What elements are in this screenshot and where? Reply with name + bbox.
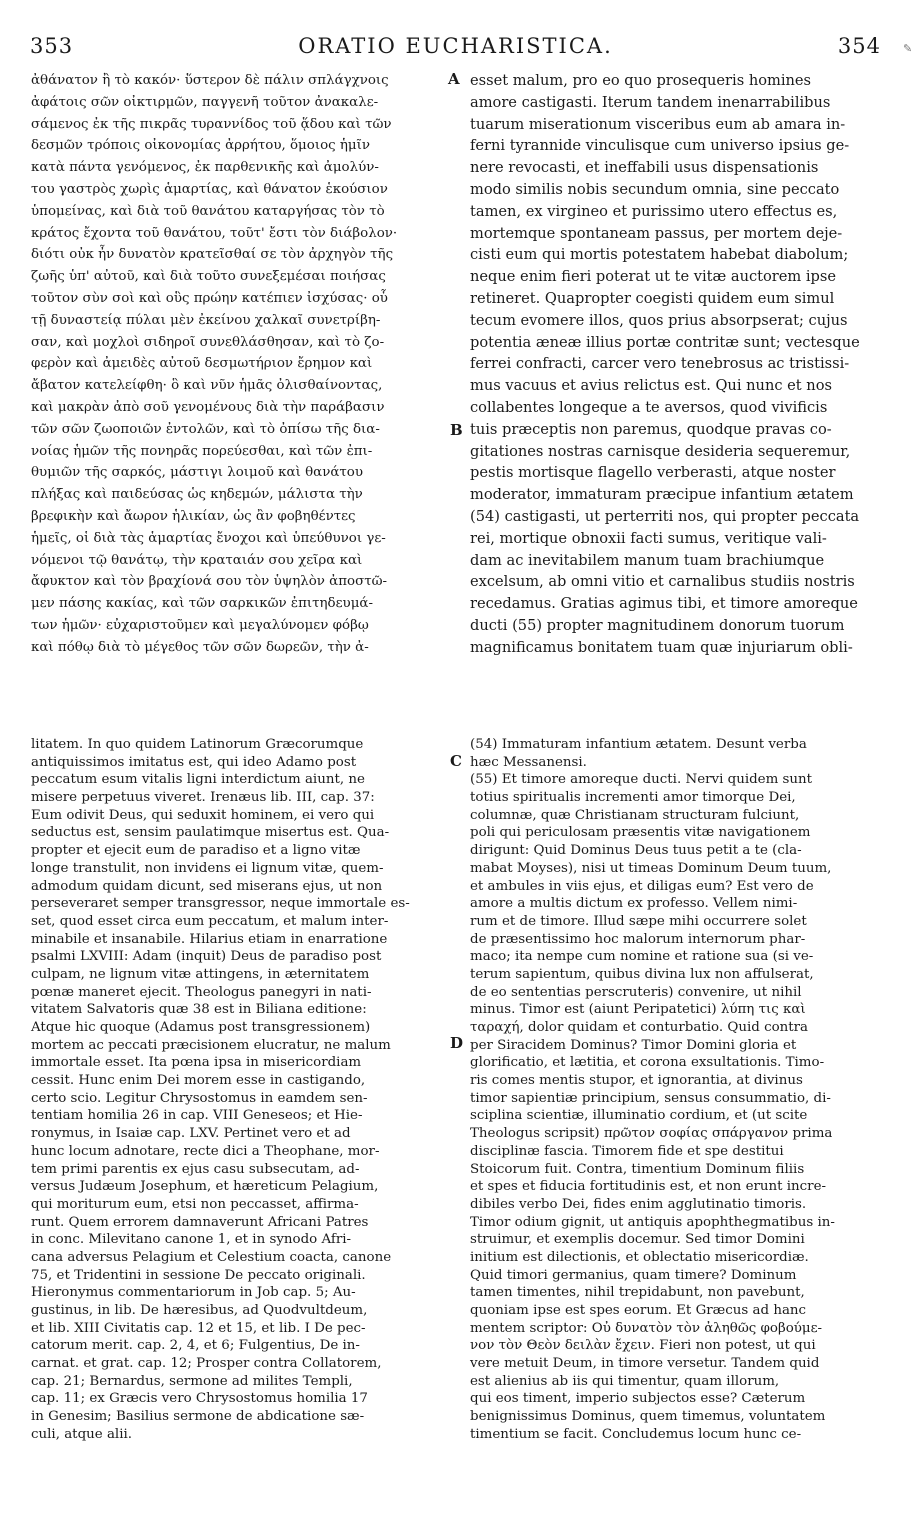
- footnote-line: longe transtulit, non invidens ei lignum vitæ, quem-: [31, 860, 384, 876]
- latin-text-line: retineret. Quapropter coegisti quidem eum simul: [470, 289, 835, 307]
- footnote-line: peccatum esum vitalis ligni interdictum aiunt, ne: [31, 772, 365, 788]
- footnote-line: Hieronymus commentariorum in Job cap. 5; Au-: [31, 1285, 356, 1301]
- greek-text-line: νόμενοι τῷ θανάτῳ, τὴν κραταιάν σου χεῖρα καὶ: [31, 552, 363, 568]
- latin-text-line: mortemque spontaneam passus, per mortem deje-: [470, 224, 843, 242]
- footnote-line: Quid timori germanius, quam timere? Dominum: [470, 1267, 797, 1283]
- footnote-line: maco; ita nempe cum nomine et ratione sua (si ve-: [470, 949, 814, 965]
- footnote-line: vere metuit Deum, in timore versetur. Tandem quid: [470, 1356, 820, 1372]
- latin-text-line: mus vacuus et avius relictus est. Qui nunc et nos: [470, 377, 832, 395]
- latin-text-line: potentia æneæ illius portæ contritæ sunt; vectesque: [470, 333, 860, 351]
- footnote-line: propter et ejecit eum de paradiso et a ligno vitæ: [31, 843, 361, 859]
- footnote-line: sciplina scientiæ, illuminatio cordium, et (ut scite: [470, 1108, 808, 1124]
- footnote-line: et lib. XIII Civitatis cap. 12 et 15, et lib. I De pec-: [31, 1320, 366, 1336]
- footnote-line: tamen timentes, nihil trepidabunt, non pavebunt,: [470, 1285, 805, 1301]
- greek-text-line: ἀφάτοις σῶν οἰκτιρμῶν, παγγενῆ τοῦτον ἀνακαλε-: [31, 94, 379, 110]
- latin-text-line: nere revocasti, et ineffabili usus dispensationis: [470, 159, 819, 177]
- footnote-line: versus Judæum Josephum, et hæreticum Pelagium,: [31, 1179, 379, 1195]
- latin-text-line: ferrei confracti, carcer vero tenebrosus ac tristissi-: [470, 355, 850, 373]
- greek-text-line: κατὰ πάντα γενόμενος, ἐκ παρθενικῆς καὶ ἀμολύν-: [31, 160, 379, 176]
- footnote-line: perseveraret semper transgressor, neque immortale es-: [31, 896, 410, 912]
- footnote-line: mortem ac peccati præcisionem elucratur, ne malum: [31, 1037, 391, 1053]
- footnote-line: qui moriturum eum, etsi non peccasset, affirma-: [31, 1196, 359, 1212]
- greek-text-line: πλήξας καὶ παιδεύσας ὡς κηδεμών, μάλιστα τὴν: [31, 487, 363, 503]
- footnote-line: disciplinæ fascia. Timorem fide et spe destitui: [470, 1143, 784, 1159]
- greek-text-line: τῶν σῶν ζωοποιῶν ἐντολῶν, καὶ τὸ ὀπίσω τῆς δια-: [31, 421, 380, 437]
- footnote-line: timentium se facit. Concludemus locum hunc ce-: [470, 1426, 802, 1442]
- greek-text-line: σαν, καὶ μοχλοὶ σιδηροῖ συνεθλάσθησαν, καὶ τὸ ζο-: [31, 334, 385, 350]
- footnote-line: initium est dilectionis, et oblectatio misericordiæ.: [470, 1249, 809, 1265]
- footnote-line: seductus est, sensim paulatimque misertus est. Qua-: [31, 825, 390, 841]
- greek-text-line: φερὸν καὶ ἀμειδὲς αὐτοῦ δεσμωτήριον ἔρημον καὶ: [31, 356, 373, 372]
- page-header: [30, 34, 881, 64]
- latin-text-line: excelsum, ab omni vitio et carnalibus studiis nostris: [470, 573, 855, 591]
- footnote-line: dirigunt: Quid Dominus Deus tuus petit a te (cla-: [470, 843, 802, 859]
- margin-marker-a: A: [448, 70, 460, 88]
- footnote-line: mentem scriptor: Οὐ δυνατὸν τὸν ἀληθῶς φοβούμε-: [470, 1320, 823, 1336]
- footnote-line: struimur, et exemplis docemur. Sed timor Domini: [470, 1232, 805, 1248]
- footnote-line: hæc Messanensi.: [470, 754, 587, 770]
- footnote-line: in Genesim; Basilius sermone de abdicatione sæ-: [31, 1409, 365, 1425]
- footnote-line: mabat Moyses), nisi ut timeas Dominum Deum tuum,: [470, 860, 832, 876]
- latin-text-line: cisti eum qui mortis potestatem habebat diabolum;: [470, 246, 849, 264]
- footnote-line: set, quod esset circa eum peccatum, et malum inter-: [31, 913, 389, 929]
- footnote-line: carnat. et grat. cap. 12; Prosper contra Collatorem,: [31, 1356, 382, 1372]
- greek-text-line: σάμενος ἐκ τῆς πικρᾶς τυραννίδος τοῦ ᾅδου καὶ τῶν: [31, 116, 392, 132]
- greek-text-line: δεσμῶν τρόποις οἰκονομίας ἀρρήτου, ὅμοιος ἡμῖν: [31, 138, 371, 154]
- footnote-line: runt. Quem errorem damnaverunt Africani Patres: [31, 1214, 369, 1230]
- footnote-line: benignissimus Dominus, quem timemus, voluntatem: [470, 1409, 826, 1425]
- footnote-line: amore a multis dictum ex professo. Vellem nimi-: [470, 896, 798, 912]
- footnote-line: misere perpetuus viveret. Irenæus lib. III, cap. 37:: [31, 790, 375, 806]
- footnote-line: tentiam homilia 26 in cap. VIII Geneseos; et Hie-: [31, 1108, 363, 1124]
- latin-text-line: amore castigasti. Iterum tandem inenarrabilibus: [470, 93, 831, 111]
- page-number-left: 353: [30, 34, 74, 58]
- greek-text-line: ἀθάνατον ἢ τὸ κακόν· ὕστερον δὲ πάλιν σπλάγχνοις: [31, 73, 389, 88]
- footnote-line: minabile et insanabile. Hilarius etiam in enarratione: [31, 931, 388, 947]
- latin-text-line: collabentes longeque a te aversos, quod vivificis: [470, 398, 828, 416]
- footnote-line: timor sapientiæ principium, sensus consummatio, di-: [470, 1090, 831, 1106]
- footnote-line: ris comes mentis stupor, et ignorantia, at divinus: [470, 1073, 803, 1089]
- footnote-line: gustinus, in lib. De hæresibus, ad Quodvultdeum,: [31, 1303, 368, 1318]
- greek-text-line: ὑπομείνας, καὶ διὰ τοῦ θανάτου καταργήσας τὸν τὸ: [31, 203, 385, 219]
- footnote-line: est alienius ab iis qui timentur, quam illorum,: [470, 1373, 780, 1389]
- latin-text-line: neque enim fieri poterat ut te vitæ auctorem ipse: [470, 268, 837, 286]
- greek-text-line: μεν πάσης κακίας, καὶ τῶν σαρκικῶν ἐπιτηδευμά-: [31, 596, 373, 612]
- latin-text-column: [470, 70, 880, 659]
- margin-marker-b: B: [450, 421, 463, 439]
- footnote-line: antiquissimos imitatus est, qui ideo Adamo post: [31, 754, 357, 770]
- footnote-line: quoniam ipse est spes eorum. Et Græcus ad hanc: [470, 1303, 807, 1318]
- greek-text-line: κράτος ἔχοντα τοῦ θανάτου, τοῦτ' ἔστι τὸν διάβολον·: [31, 225, 398, 241]
- footnote-line: immortale esset. Ita pœna ipsa in misericordiam: [31, 1055, 362, 1071]
- footnote-line: et ambules in viis ejus, et diligas eum? Est vero de: [470, 878, 814, 894]
- footnote-line: terum sapientum, quibus divina lux non affulserat,: [470, 966, 814, 982]
- footnote-line: admodum quidam dicunt, sed miserans ejus, ut non: [31, 878, 383, 894]
- greek-text-line: ἡμεῖς, οἱ διὰ τὰς ἁμαρτίας ἔνοχοι καὶ ὑπεύθυνοι γε-: [31, 530, 386, 546]
- margin-marker-c: C: [450, 752, 462, 770]
- latin-text-line: modo similis nobis secundum omnia, sine peccato: [470, 180, 840, 198]
- latin-text-line: tecum evomere illos, quos prius absorpserat; cujus: [470, 311, 848, 329]
- latin-text-line: tuarum miserationum visceribus eum ab amara in-: [470, 115, 846, 133]
- greek-text-line: των ἡμῶν· εὐχαριστοῦμεν καὶ μεγαλύνομεν φόβῳ: [31, 617, 369, 633]
- footnote-line: cessit. Hunc enim Dei morem esse in castigando,: [31, 1073, 366, 1089]
- footnote-line: Eum odivit Deus, qui seduxit hominem, ei vero qui: [31, 807, 375, 823]
- footnote-line: Timor odium gignit, ut antiquis apophthegmatibus in-: [470, 1214, 835, 1230]
- footnote-line: catorum merit. cap. 2, 4, et 6; Fulgentius, De in-: [31, 1338, 360, 1354]
- latin-text-line: tuis præceptis non paremus, quodque pravas co-: [470, 420, 832, 438]
- latin-text-line: pestis mortisque flagello verberasti, atque noster: [470, 464, 836, 482]
- latin-text-line: ferni tyrannide vinculisque cum universo ipsius ge-: [470, 137, 850, 155]
- greek-text-line: καὶ πόθῳ διὰ τὸ μέγεθος τῶν σῶν δωρεῶν, τὴν ἀ-: [31, 639, 369, 655]
- greek-text-line: τοῦτον σὺν σοὶ καὶ οὓς πρώην κατέπιεν ἰσχύσας· οὗ: [31, 290, 388, 306]
- latin-text-line: rei, mortique obnoxii facti sumus, veritique vali-: [470, 529, 827, 547]
- running-title: ORATIO EUCHARISTICA.: [298, 34, 613, 58]
- footnote-line: de eo sententias perscruteris) convenire, ut nihil: [470, 984, 802, 1000]
- footnote-line: dibiles verbo Dei, fides enim agglutinatio timoris.: [470, 1196, 807, 1212]
- footnote-line: columnæ, quæ Christianam structuram fulciunt,: [470, 807, 800, 823]
- greek-text-line: διότι οὐκ ἦν δυνατὸν κρατεῖσθαί σε τὸν ἀρχηγὸν τῆς: [31, 247, 394, 263]
- footnote-line: vitatem Salvatoris quæ 38 est in Biliana editione:: [31, 1002, 367, 1018]
- footnote-line: ronymus, in Isaiæ cap. LXV. Pertinet vero et ad: [31, 1126, 351, 1142]
- footnote-line: 75, et Tridentini in sessione De peccato originali.: [31, 1267, 366, 1283]
- latin-text-line: esset malum, pro eo quo prosequeris homines: [470, 72, 812, 89]
- footnote-line: cana adversus Pelagium et Celestium coacta, canone: [31, 1249, 392, 1265]
- greek-text-line: θυμιῶν τῆς σαρκός, μάστιγι λοιμοῦ καὶ θανάτου: [31, 465, 363, 481]
- footnote-line: qui eos timent, imperio subjectos esse? Cæterum: [470, 1391, 806, 1407]
- latin-text-line: gitationes nostras carnisque desideria sequeremur,: [470, 442, 851, 460]
- footnote-line: Stoicorum fuit. Contra, timentium Dominum filiis: [470, 1161, 805, 1177]
- latin-text-line: (54) castigasti, ut perterriti nos, qui propter peccata: [470, 507, 860, 525]
- footnote-column-right: [470, 736, 880, 1444]
- latin-text-line: moderator, immaturam præcipue infantium ætatem: [470, 486, 854, 504]
- latin-text-line: ducti (55) propter magnitudinem donorum tuorum: [470, 616, 845, 634]
- latin-text-line: magnificamus bonitatem tuam quæ injuriarum obli-: [470, 638, 853, 656]
- footnote-line: ταραχή, dolor quidam et conturbatio. Quid contra: [470, 1020, 809, 1035]
- greek-text-column: [31, 70, 442, 659]
- footnote-line: et spes et fiducia fortitudinis est, et non erunt incre-: [470, 1179, 827, 1195]
- footnote-line: Atque hic quoque (Adamus post transgressionem): [31, 1020, 371, 1035]
- footnote-line: pœnæ maneret ejecit. Theologus panegyri in nati-: [31, 984, 372, 1000]
- greek-text-line: ἄβατον κατελείφθη· ὃ καὶ νῦν ἡμᾶς ὀλισθαίνοντας,: [31, 378, 383, 394]
- footnote-line: in conc. Milevitano canone 1, et in synodo Afri-: [31, 1232, 352, 1248]
- latin-text-line: recedamus. Gratias agimus tibi, et timore amoreque: [470, 595, 858, 613]
- footnote-line: tem primi parentis ex ejus casu subsecutam, ad-: [31, 1161, 360, 1177]
- footnote-line: totius spiritualis incrementi amor timorque Dei,: [470, 790, 796, 806]
- footnote-line: psalmi LXVIII: Adam (inquit) Deus de paradiso post: [31, 949, 382, 965]
- latin-text-line: dam ac inevitabilem manum tuam brachiumque: [470, 551, 825, 569]
- footnote-line: poli qui periculosam præsentis vitæ navigationem: [470, 825, 811, 841]
- greek-text-line: του γαστρὸς χωρὶς ἁμαρτίας, καὶ θάνατον ἑκούσιον: [31, 181, 388, 197]
- footnote-line: Theologus scripsit) πρῶτον σοφίας σπάργανον prima: [470, 1126, 833, 1142]
- footnote-line: per Siracidem Dominus? Timor Domini gloria et: [470, 1037, 797, 1053]
- footnote-line: cap. 21; Bernardus, sermone ad milites Templi,: [31, 1373, 353, 1389]
- greek-text-line: νοίας ἡμῶν τῆς πονηρᾶς πορεύεσθαι, καὶ τῶν ἐπι-: [31, 443, 373, 459]
- footnote-column-left: [31, 736, 444, 1444]
- footnote-line: rum et de timore. Illud sæpe mihi occurrere solet: [470, 913, 807, 929]
- greek-text-line: ζωῆς ὑπ' αὐτοῦ, καὶ διὰ τοῦτο συνεξεμέσαι ποιήσας: [31, 269, 386, 285]
- footnote-line: hunc locum adnotare, recte dici a Theophane, mor-: [31, 1143, 380, 1159]
- edge-mark: ✎: [903, 42, 912, 55]
- footnote-line: minus. Timor est (aiunt Peripatetici) λύπη τις καὶ: [470, 1002, 806, 1018]
- footnote-line: (54) Immaturam infantium ætatem. Desunt verba: [470, 737, 807, 752]
- footnote-line: glorificatio, et lætitia, et corona exsultationis. Timo-: [470, 1055, 825, 1071]
- page-number-right: 354: [837, 34, 881, 58]
- footnote-line: litatem. In quo quidem Latinorum Græcorumque: [31, 737, 364, 752]
- footnote-line: (55) Et timore amoreque ducti. Nervi quidem sunt: [470, 772, 813, 788]
- footnote-line: culpam, ne lignum vitæ attingens, in æternitatem: [31, 966, 370, 982]
- footnote-line: de præsentissimo hoc malorum internorum phar-: [470, 931, 806, 947]
- footnote-line: νον τὸν Θεὸν δειλὰν ἔχειν. Fieri non potest, ut qui: [470, 1338, 816, 1354]
- footnote-line: cap. 11; ex Græcis vero Chrysostomus homilia 17: [31, 1391, 368, 1407]
- footnote-line: certo scio. Legitur Chrysostomus in eamdem sen-: [31, 1090, 368, 1106]
- greek-text-line: καὶ μακρὰν ἀπὸ σοῦ γενομένους διὰ τὴν παράβασιν: [31, 399, 385, 415]
- margin-marker-d: D: [450, 1034, 464, 1052]
- greek-text-line: ἄφυκτον καὶ τὸν βραχίονά σου τὸν ὑψηλὸν ἀποστῶ-: [31, 574, 388, 590]
- latin-text-line: tamen, ex virgineo et purissimo utero effectus es,: [470, 202, 838, 220]
- greek-text-line: βρεφικὴν καὶ ἄωρον ἡλικίαν, ὡς ἂν φοβηθέντες: [31, 508, 356, 524]
- greek-text-line: τῇ δυναστείᾳ πύλαι μὲν ἐκείνου χαλκαῖ συνετρίβη-: [31, 312, 381, 328]
- footnote-line: culi, atque alii.: [31, 1426, 133, 1442]
